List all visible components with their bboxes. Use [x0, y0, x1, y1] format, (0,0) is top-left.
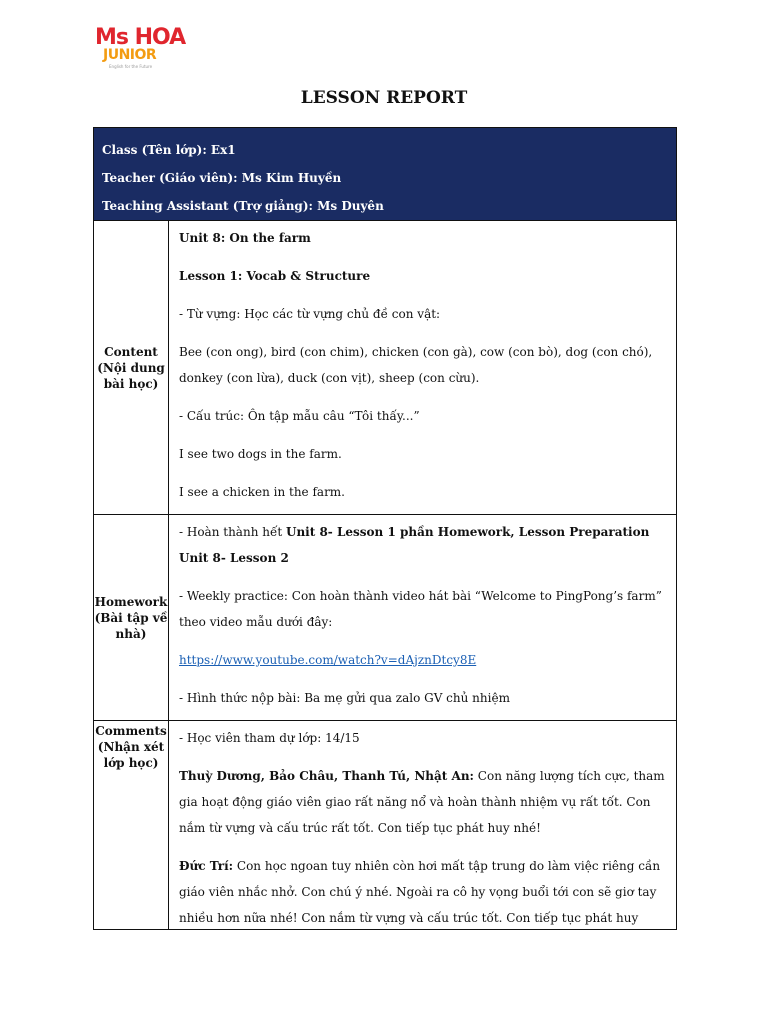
weekly-practice-line-1: - Weekly practice: Con hoàn thành video hát bài “Welcome to PingPong’s farm”: [179, 589, 662, 603]
logo-brand-top: Ms HOA: [95, 25, 186, 50]
vocab-list-line-2: donkey (con lừa), duck (con vịt), sheep (con cừu).: [179, 371, 480, 385]
comment-group-2-text-3: nhiều hơn nữa nhé! Con nắm từ vựng và cấu trúc tốt. Con tiếp tục phát huy: [179, 911, 639, 925]
comments-label: [94, 721, 169, 930]
homework-task-prefix: - Hoàn thành hết: [179, 525, 286, 539]
homework-task-bold: Unit 8- Lesson 1 phần Homework, Lesson Preparation: [285, 525, 650, 539]
comment-group-1-text-1: Con năng lượng tích cực, tham: [473, 769, 665, 783]
comment-group-1-names: Thuỳ Dương, Bảo Châu, Thanh Tú, Nhật An:: [179, 769, 474, 783]
comment-group-1-text-2: gia hoạt động giáo viên giao rất năng nổ và hoàn thành nhiệm vụ rất tốt. Con: [179, 795, 651, 809]
lesson-report-table: [93, 127, 677, 930]
homework-task-line-1: [179, 519, 670, 545]
comment-group-1-line-1: [179, 763, 670, 789]
weekly-practice-line-2: theo video mẫu dưới đây:: [179, 615, 333, 629]
example-sentence-1: I see two dogs in the farm.: [179, 447, 342, 461]
comments-body: [169, 721, 677, 930]
vocab-heading: - Từ vựng: Học các từ vựng chủ đề con vật:: [179, 307, 441, 321]
logo-tagline: English for the Future: [109, 64, 153, 69]
comment-group-2-text-2: giáo viên nhắc nhở. Con chú ý nhé. Ngoài ra cô hy vọng buổi tới con sẽ giơ tay: [179, 885, 657, 899]
comment-group-2-name: Đức Trí:: [179, 859, 234, 873]
content-label: Content (Nội dung bài học): [94, 221, 169, 515]
unit-title: Unit 8: On the farm: [179, 231, 311, 245]
teacher-name: Teacher (Giáo viên): Ms Kim Huyền: [102, 171, 342, 185]
submission-method: - Hình thức nộp bài: Ba mẹ gửi qua zalo GV chủ nhiệm: [179, 691, 510, 705]
comment-group-2-line-1: [179, 853, 670, 879]
page-title: LESSON REPORT: [300, 88, 468, 108]
class-name: Class (Tên lớp): Ex1: [102, 143, 236, 157]
brand-logo: [95, 27, 195, 71]
logo-brand-mid: JUNIOR: [103, 47, 157, 63]
content-body: [169, 221, 677, 515]
homework-label: Homework (Bài tập về nhà): [94, 515, 169, 721]
class-info-header: [94, 128, 677, 221]
comment-group-1-text-3: nắm từ vựng và cấu trúc rất tốt. Con tiếp tục phát huy nhé!: [179, 821, 541, 835]
lesson-title: Lesson 1: Vocab & Structure: [179, 269, 371, 283]
assistant-name: Teaching Assistant (Trợ giảng): Ms Duyên: [102, 199, 384, 213]
example-sentence-2: I see a chicken in the farm.: [179, 485, 345, 499]
vocab-list-line-1: Bee (con ong), bird (con chim), chicken (con gà), cow (con bò), dog (con chó),: [179, 345, 653, 359]
homework-task-line-2: Unit 8- Lesson 2: [179, 551, 289, 565]
attendance: - Học viên tham dự lớp: 14/15: [179, 731, 360, 745]
comments-label-text: Comments (Nhận xét lớp học): [95, 724, 167, 770]
structure-heading: - Cấu trúc: Ôn tập mẫu câu “Tôi thấy...”: [179, 409, 420, 423]
comment-group-2-text-1: Con học ngoan tuy nhiên còn hơi mất tập trung do làm việc riêng cần: [233, 859, 661, 873]
youtube-link[interactable]: https://www.youtube.com/watch?v=dAjznDtcy8E: [179, 653, 477, 667]
homework-body: [169, 515, 677, 721]
